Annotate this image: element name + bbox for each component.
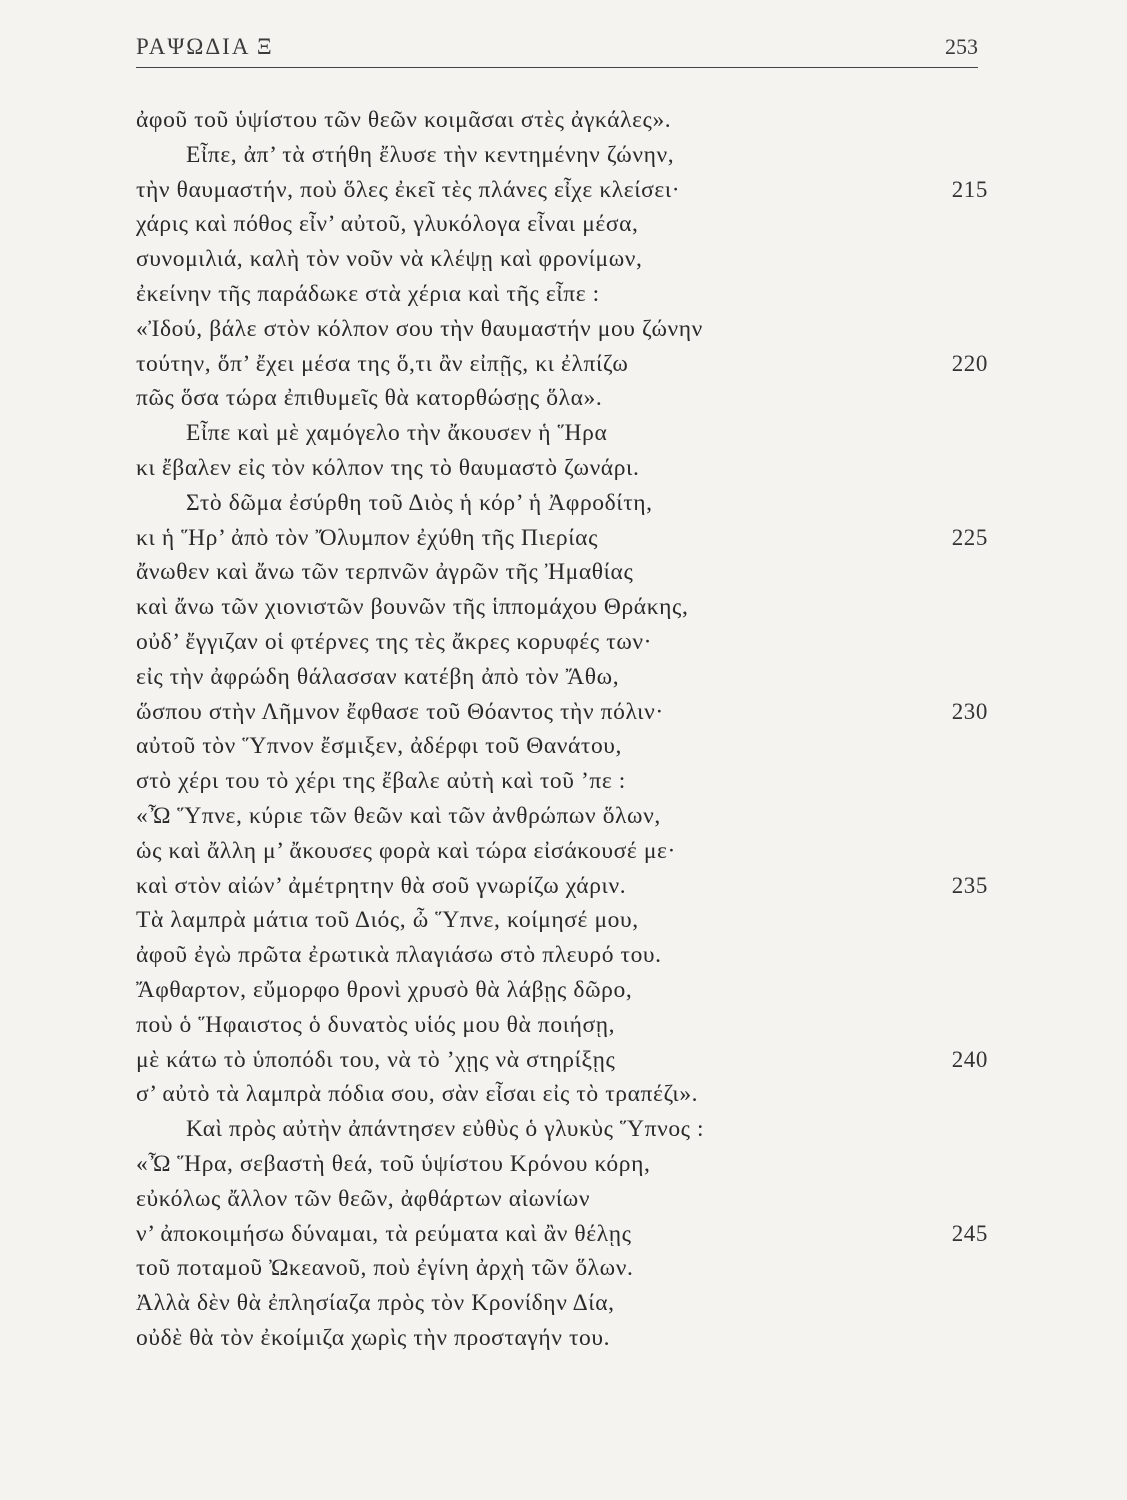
verse-text: χάρις καὶ πόθος εἶν’ αὐτοῦ, γλυκόλογα εἶναι μέσα, — [136, 211, 639, 238]
verse-line — [136, 1286, 996, 1321]
verse-text: «Ὦ Ὕπνε, κύριε τῶν θεῶν καὶ τῶν ἀνθρώπων ὅλων, — [136, 802, 661, 829]
verse-text: «Ὦ Ἥρα, σεβαστὴ θεά, τοῦ ὑψίστου Κρόνου κόρη, — [136, 1150, 651, 1177]
verse-line — [136, 1008, 996, 1043]
verse-text: καὶ ἄνω τῶν χιονιστῶν βουνῶν τῆς ἱππομάχου Θράκης, — [136, 594, 689, 621]
line-number: 215 — [951, 176, 988, 202]
running-head — [136, 34, 978, 64]
verse-line — [136, 173, 996, 208]
verse-line — [136, 207, 996, 242]
page-number: 253 — [945, 34, 978, 59]
verse-line — [136, 1217, 996, 1252]
verse-line — [136, 1182, 996, 1217]
verse-line — [136, 1251, 996, 1286]
verse-text: Εἶπε καὶ μὲ χαμόγελο τὴν ἄκουσεν ἡ Ἥρα — [186, 420, 608, 447]
verse-text: «Ἰδού, βάλε στὸν κόλπον σου τὴν θαυμαστήν μου ζώνην — [136, 315, 703, 342]
line-number: 220 — [951, 350, 988, 376]
verse-text: συνομιλιά, καλὴ τὸν νοῦν νὰ κλέψῃ καὶ φρονίμων, — [136, 246, 643, 273]
verse-text: ἐκείνην τῆς παράδωκε στὰ χέρια καὶ τῆς εἶπε : — [136, 280, 600, 307]
verse-line — [136, 1077, 996, 1112]
verse-text: κι ἡ Ἥρ’ ἀπὸ τὸν Ὄλυμπον ἐχύθη τῆς Πιερίας — [136, 524, 598, 551]
verse-text: τούτην, ὅπ’ ἔχει μέσα της ὅ,τι ἂν εἰπῇς, κι ἐλπίζω — [136, 350, 629, 377]
verse-text: εἰς τὴν ἀφρώδη θάλασσαν κατέβη ἀπὸ τὸν Ἄθω, — [136, 663, 620, 690]
verse-line — [136, 312, 996, 347]
verse-line — [136, 834, 996, 869]
verse-text: τοῦ ποταμοῦ Ὠκεανοῦ, ποὺ ἐγίνη ἀρχὴ τῶν ὅλων. — [136, 1255, 634, 1282]
verse-line — [136, 625, 996, 660]
verse-text: ἀφοῦ ἐγὼ πρῶτα ἐρωτικὰ πλαγιάσω στὸ πλευρό του. — [136, 942, 662, 969]
chapter-title: ΡΑΨΩΔΙΑ Ξ — [136, 34, 274, 59]
verse-text: ν’ ἀποκοιμήσω δύναμαι, τὰ ρεύματα καὶ ἂν θέλῃς — [136, 1220, 632, 1247]
verse-line — [136, 416, 996, 451]
verse-line — [136, 138, 996, 173]
verse-text: μὲ κάτω τὸ ὑποπόδι του, νὰ τὸ ’χῃς νὰ στηρίξῃς — [136, 1046, 616, 1073]
line-number: 235 — [951, 872, 988, 898]
verse-line — [136, 1112, 996, 1147]
verse-text: Τὰ λαμπρὰ μάτια τοῦ Διός, ὦ Ὕπνε, κοίμησέ μου, — [136, 907, 639, 934]
verse-line — [136, 660, 996, 695]
verse-line — [136, 1321, 996, 1356]
verse-line — [136, 973, 996, 1008]
line-number: 230 — [951, 698, 988, 724]
verse-line — [136, 555, 996, 590]
verse-text: οὐδὲ θὰ τὸν ἐκοίμιζα χωρὶς τὴν προσταγήν του. — [136, 1324, 611, 1351]
verse-text: στὸ χέρι του τὸ χέρι της ἔβαλε αὐτὴ καὶ τοῦ ’πε : — [136, 768, 626, 795]
verse-line — [136, 695, 996, 730]
verse-text: ποὺ ὁ Ἥφαιστος ὁ δυνατὸς υἱός μου θὰ ποιήσῃ, — [136, 1011, 616, 1038]
verse-text: ἄνωθεν καὶ ἄνω τῶν τερπνῶν ἀγρῶν τῆς Ἠμαθίας — [136, 559, 634, 586]
verse-line — [136, 242, 996, 277]
header-rule — [136, 67, 978, 68]
verse-text: Στὸ δῶμα ἐσύρθη τοῦ Διὸς ἡ κόρ’ ἡ Ἀφροδίτη, — [186, 489, 653, 516]
verse-line — [136, 1147, 996, 1182]
verse-line — [136, 521, 996, 556]
verse-line — [136, 938, 996, 973]
verse-line — [136, 103, 996, 138]
verse-text: ὡς καὶ ἄλλη μ’ ἄκουσες φορὰ καὶ τώρα εἰσάκουσέ με· — [136, 837, 676, 864]
line-number: 225 — [951, 524, 988, 550]
verse-line — [136, 799, 996, 834]
verse-text: Ἄφθαρτον, εὔμορφο θρονὶ χρυσὸ θὰ λάβῃς δῶρο, — [136, 976, 633, 1003]
verse-text: Εἶπε, ἀπ’ τὰ στήθη ἔλυσε τὴν κεντημένην ζώνην, — [186, 141, 675, 168]
verse-line — [136, 1043, 996, 1078]
verse-text: ἀφοῦ τοῦ ὑψίστου τῶν θεῶν κοιμᾶσαι στὲς ἀγκάλες». — [136, 107, 672, 133]
verse-line — [136, 347, 996, 382]
verse-line — [136, 729, 996, 764]
verse-line — [136, 764, 996, 799]
verse-text: οὐδ’ ἔγγιζαν οἱ φτέρνες της τὲς ἄκρες κορυφές των· — [136, 628, 653, 655]
verse-text: τὴν θαυμαστήν, ποὺ ὅλες ἐκεῖ τὲς πλάνες εἶχε κλείσει· — [136, 176, 681, 203]
line-number: 245 — [951, 1220, 988, 1246]
verse-text: Καὶ πρὸς αὐτὴν ἀπάντησεν εὐθὺς ὁ γλυκὺς Ὕπνος : — [186, 1116, 705, 1143]
verse-line — [136, 486, 996, 521]
verse-text: Ἀλλὰ δὲν θὰ ἐπλησίαζα πρὸς τὸν Κρονίδην Δία, — [136, 1290, 615, 1317]
verse-line — [136, 381, 996, 416]
poem-text — [136, 103, 996, 1356]
verse-line — [136, 451, 996, 486]
verse-text: κι ἔβαλεν εἰς τὸν κόλπον της τὸ θαυμαστὸ ζωνάρι. — [136, 454, 640, 481]
line-number: 240 — [951, 1046, 988, 1072]
verse-line — [136, 903, 996, 938]
verse-text: καὶ στὸν αἰών’ ἀμέτρητην θὰ σοῦ γνωρίζω χάριν. — [136, 872, 627, 899]
verse-text: πῶς ὅσα τώρα ἐπιθυμεῖς θὰ κατορθώσῃς ὅλα». — [136, 385, 603, 412]
verse-text: εὐκόλως ἄλλον τῶν θεῶν, ἀφθάρτων αἰωνίων — [136, 1185, 591, 1212]
verse-text: αὐτοῦ τὸν Ὕπνον ἔσμιξεν, ἀδέρφι τοῦ Θανάτου, — [136, 733, 623, 760]
verse-text: ὥσπου στὴν Λῆμνον ἔφθασε τοῦ Θόαντος τὴν πόλιν· — [136, 698, 664, 725]
verse-text: σ’ αὐτὸ τὰ λαμπρὰ πόδια σου, σὰν εἶσαι εἰς τὸ τραπέζι». — [136, 1081, 699, 1108]
verse-line — [136, 590, 996, 625]
verse-line — [136, 277, 996, 312]
verse-line — [136, 869, 996, 904]
